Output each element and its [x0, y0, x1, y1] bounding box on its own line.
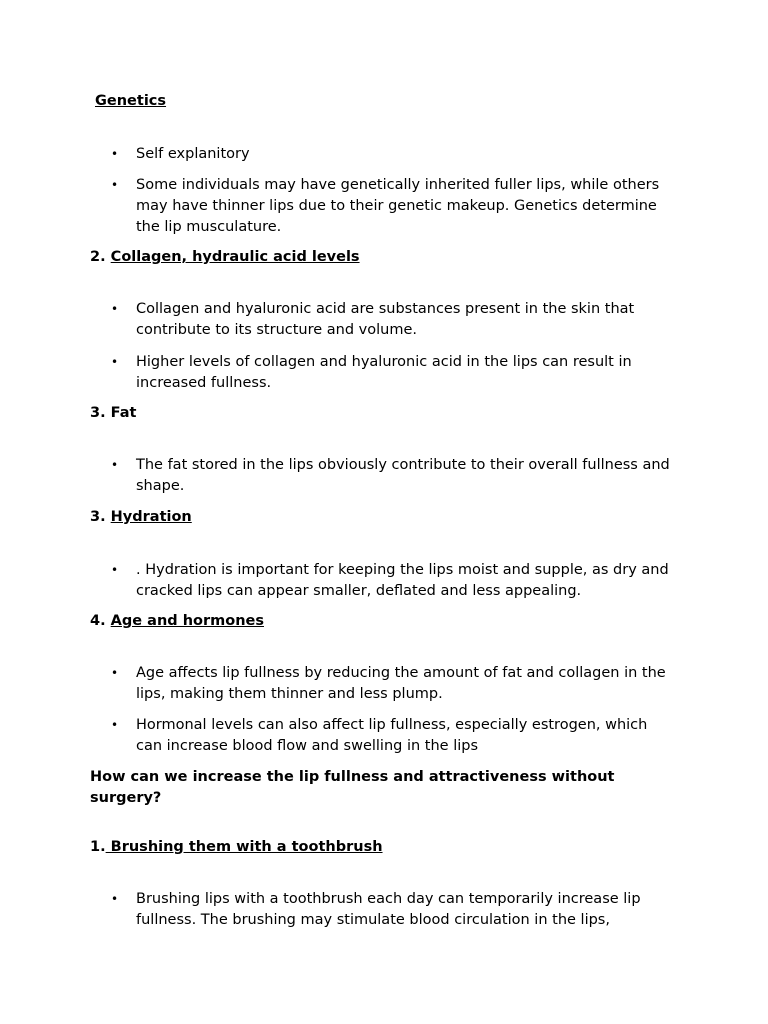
heading-number: 4. [90, 613, 106, 629]
list-item-text: Collagen and hyaluronic acid are substances present in the skin that contribute to its structure and volume. [136, 301, 635, 338]
list-item-text: Age affects lip fullness by reducing the amount of fat and collagen in the lips, making them thinner and less plump. [136, 665, 666, 702]
bullet-icon: • [111, 458, 119, 472]
section-heading-collagen [90, 247, 360, 268]
bullet-icon: • [111, 563, 119, 577]
heading-title: Hydration [110, 509, 192, 525]
heading-title: Brushing them with a toothbrush [105, 839, 383, 855]
bullet-icon: • [111, 178, 119, 192]
heading-number: 3. [90, 509, 106, 525]
heading-title: 3. Fat [90, 405, 137, 421]
bullet-icon: • [111, 718, 119, 732]
list-item-text: Some individuals may have genetically inherited fuller lips, while others may have thinner lips due to their genetic makeup. Genetics determine the lip musculature. [136, 177, 660, 235]
bullet-icon: • [111, 302, 119, 316]
heading-title: Collagen, hydraulic acid levels [110, 249, 360, 265]
section-heading-brushing [90, 837, 383, 858]
heading-number: 1. [90, 839, 106, 855]
list-item-text: Hormonal levels can also affect lip fullness, especially estrogen, which can increase blood flow and swelling in the lips [136, 717, 648, 754]
list-item-text: The fat stored in the lips obviously contribute to their overall fullness and shape. [136, 457, 670, 494]
heading-number: 2. [90, 249, 106, 265]
section-heading-age [90, 611, 264, 632]
question-heading: How can we increase the lip fullness and attractiveness without surgery? [90, 769, 615, 806]
list-item-text: . Hydration is important for keeping the lips moist and supple, as dry and cracked lips can appear smaller, deflated and less appealing. [136, 562, 669, 599]
section-heading-fat [90, 403, 136, 424]
section-heading-genetics [95, 91, 166, 112]
bullet-icon: • [111, 355, 119, 369]
list-item-text: Brushing lips with a toothbrush each day can temporarily increase lip fullness. The brushing may stimulate blood circulation in the lips, [136, 891, 641, 928]
bullet-icon: • [111, 147, 119, 161]
section-heading-hydration [90, 507, 192, 528]
heading-title: Genetics [95, 93, 167, 109]
list-item-text: Higher levels of collagen and hyaluronic acid in the lips can result in increased fullness. [136, 354, 632, 391]
list-item-text: Self explanitory [136, 146, 250, 162]
bullet-icon: • [111, 666, 119, 680]
bullet-icon: • [111, 892, 119, 906]
heading-title: Age and hormones [110, 613, 264, 629]
